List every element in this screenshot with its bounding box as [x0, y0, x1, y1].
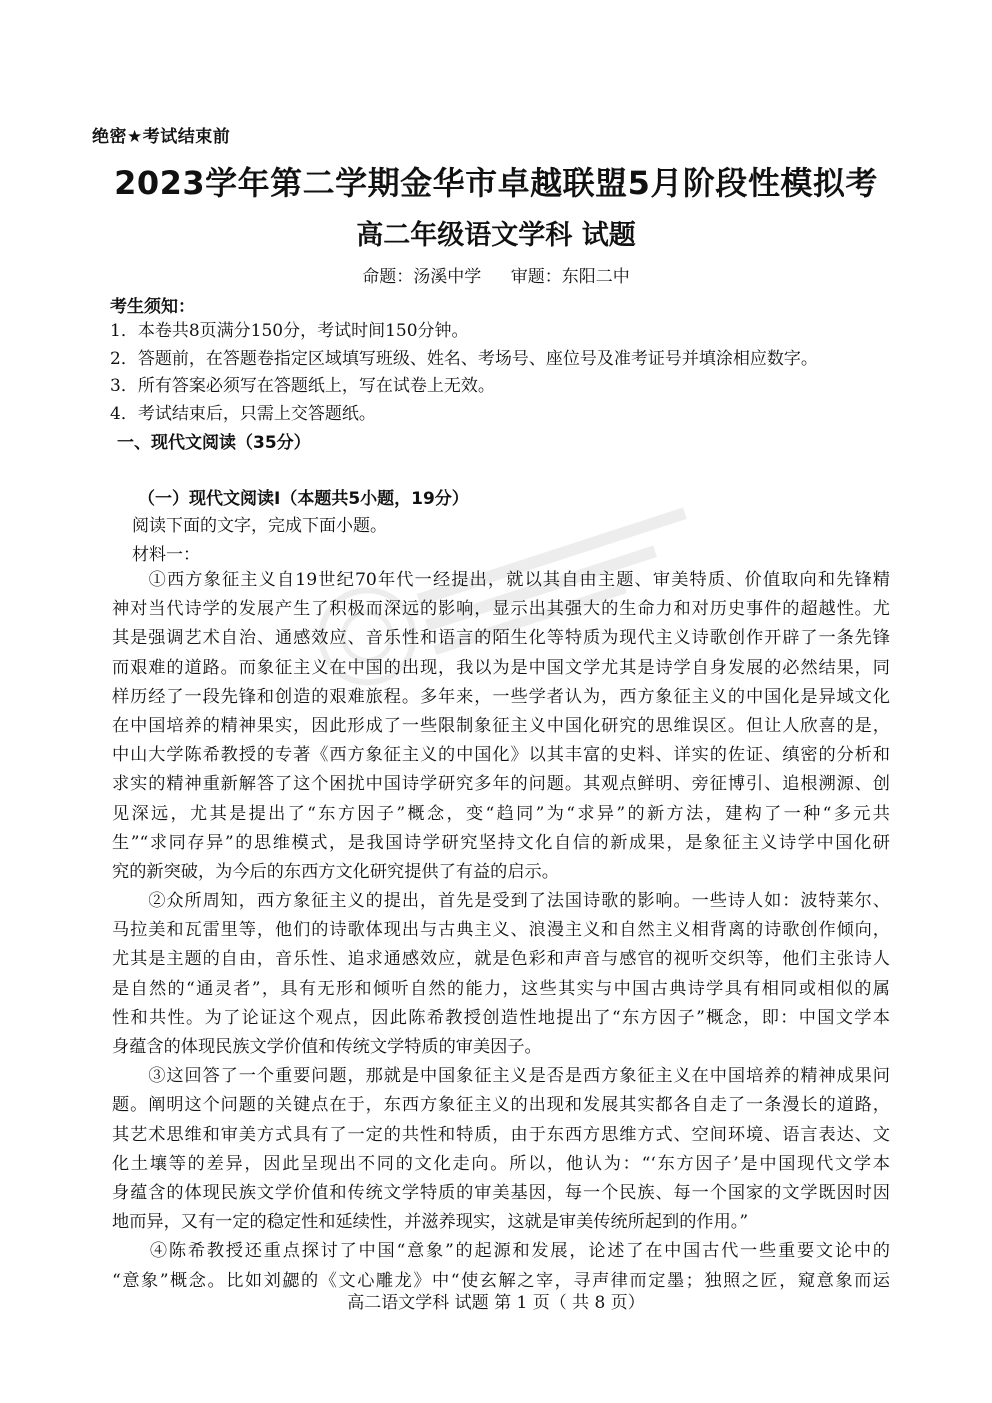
notice-item: 3．所有答案必须写在答题纸上，写在试卷上无效。	[110, 376, 495, 396]
passage-line: 其艺术思维和审美方式具有了一定的共性和特质，由于东西方思维方式、空间环境、语言表达、文	[112, 1124, 890, 1145]
passage-line: 样历经了一段先锋和创造的艰难旅程。多年来，一些学者认为，西方象征主义的中国化是异域文化	[112, 686, 890, 707]
passage-line: ④陈希教授还重点探讨了中国“意象”的起源和发展，论述了在中国古代一些重要文论中的	[112, 1241, 890, 1262]
passage-line: 地而异，又有一定的稳定性和延续性，并滋养现实，这就是审美传统所起到的作用。”	[112, 1212, 749, 1233]
instruction-text: 阅读下面的文字，完成下面小题。	[132, 516, 387, 536]
notice-list	[110, 318, 818, 428]
passage-line: ③这回答了一个重要问题，那就是中国象征主义是否是西方象征主义在中国培养的精神成果问	[112, 1066, 890, 1087]
passage-line: 究的新突破，为今后的东西方文化研究提供了有益的启示。	[112, 861, 559, 882]
exam-subtitle: 高二年级语文学科 试题	[356, 220, 636, 251]
passage-line: 化土壤等的差异，因此呈现出不同的文化走向。所以，他认为：“‘东方因子’是中国现代文学本	[112, 1153, 890, 1174]
exam-title: 2023学年第二学期金华市卓越联盟5月阶段性模拟考	[114, 164, 878, 202]
passage-line: 身蕴含的体现民族文学价值和传统文学特质的审美因子。	[112, 1037, 542, 1057]
passage-line: ②众所周知，西方象征主义的提出，首先是受到了法国诗歌的影响。一些诗人如：波特莱尔、	[112, 891, 890, 912]
passage-line: ①西方象征主义自19世纪70年代一经提出，就以其自由主题、审美特质、价值取向和先锋精	[112, 570, 890, 590]
passage-line: 生”“求同存异”的思维模式，是我国诗学研究坚持文化自信的新成果，是象征主义诗学中国化研	[112, 832, 890, 853]
passage-line: 是自然的“通灵者”，具有无形和倾听自然的能力，这些其实与中国古典诗学具有相同或相似的属	[112, 978, 890, 999]
authors-line	[0, 262, 992, 287]
page-footer: 高二语文学科 试题 第 1 页（ 共 8 页）	[347, 1293, 645, 1313]
notice-item: 1．本卷共8页满分150分，考试时间150分钟。	[110, 321, 469, 341]
material-label: 材料一：	[132, 545, 200, 565]
passage-line: 题。阐明这个问题的关键点在于，东西方象征主义的出现和发展其实都各自走了一条漫长的道路，	[112, 1095, 890, 1116]
passage-line: 而艰难的道路。而象征主义在中国的出现，我以为是中国文学尤其是诗学自身发展的必然结果，同	[112, 657, 890, 678]
reading-passage	[112, 566, 890, 1296]
passage-line: 求实的精神重新解答了这个困扰中国诗学研究多年的问题。其观点鲜明、旁征博引、追根溯源、创	[112, 774, 890, 795]
reviewer-label: 审题：东阳二中	[510, 267, 630, 287]
author-label: 命题：汤溪中学	[362, 267, 482, 287]
passage-line: 见深远，尤其是提出了“东方因子”概念，变“趋同”为“求异”的新方法，建构了一种“多元共	[112, 803, 890, 824]
passage-line: 性和共性。为了论证这个观点，因此陈希教授创造性地提出了“东方因子”概念，即：中国文学本	[112, 1007, 890, 1028]
section-title: 一、现代文阅读（35分）	[117, 433, 311, 453]
notice-item: 4．考试结束后，只需上交答题纸。	[110, 403, 376, 424]
notice-heading: 考生须知：	[110, 297, 195, 317]
passage-line: 中山大学陈希教授的专著《西方象征主义的中国化》以其丰富的史料、详实的佐证、缜密的分析和	[112, 745, 890, 766]
passage-line: 其是强调艺术自治、通感效应、音乐性和语言的陌生化等特质为现代主义诗歌创作开辟了一条先锋	[112, 628, 890, 649]
confidential-label: 绝密★考试结束前	[92, 127, 231, 147]
subsection-title: （一）现代文阅读Ⅰ（本题共5小题，19分）	[138, 489, 469, 509]
passage-line: “意象”概念。比如刘勰的《文心雕龙》中“使玄解之宰，寻声律而定墨；独照之匠，窥意象而运	[112, 1270, 890, 1291]
passage-line: 在中国培养的精神果实，因此形成了一些限制象征主义中国化研究的思维误区。但让人欣喜的是，	[112, 715, 890, 736]
passage-line: 神对当代诗学的发展产生了积极而深远的影响，显示出其强大的生命力和对历史事件的超越性。尤	[112, 599, 890, 620]
passage-line: 马拉美和瓦雷里等，他们的诗歌体现出与古典主义、浪漫主义和自然主义相背离的诗歌创作倾向，	[112, 920, 890, 941]
passage-line: 身蕴含的体现民族文学价值和传统文学特质的审美基因，每一个民族、每一个国家的文学既因时因	[112, 1182, 890, 1203]
notice-item: 2．答题前，在答题卷指定区域填写班级、姓名、考场号、座位号及准考证号并填涂相应数字。	[110, 348, 818, 369]
passage-line: 尤其是主题的自由，音乐性、追求通感效应，就是色彩和声音与感官的视听交织等，他们主张诗人	[112, 949, 890, 970]
